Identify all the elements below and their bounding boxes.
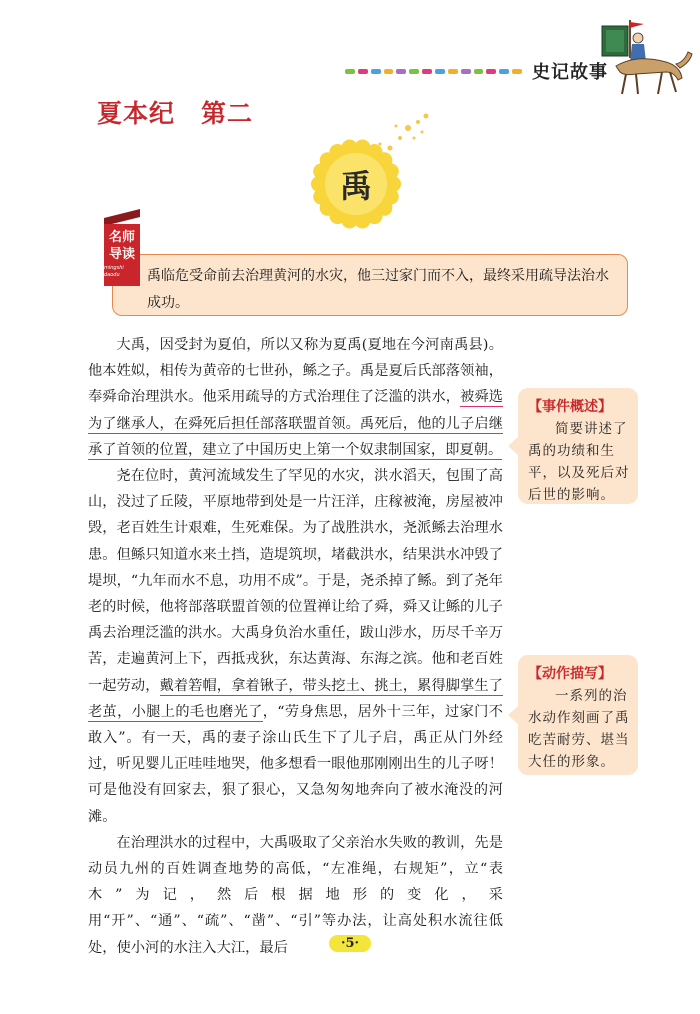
- paragraph-2: [88, 463, 503, 830]
- dash-segment: [409, 69, 419, 74]
- dash-segment: [474, 69, 484, 74]
- guide-tag-body: [104, 224, 140, 286]
- main-text: [88, 332, 503, 961]
- series-title: 史记故事: [532, 62, 608, 83]
- dash-segment: [345, 69, 355, 74]
- side-note-summary: [518, 388, 638, 504]
- paragraph-2-text-end: ，“劳身焦思，居外十三年，过家门不敢入”。有一天，禹的妻子涂山氏生下了儿子启，禹正从门外经过，听见婴儿正哇哇地哭，他多想看一眼他那刚刚出生的儿子呀！可是他没有回家去，狠了狠心，又急匆匆地奔向了被水淹没的河滩。: [88, 703, 503, 825]
- dash-segment: [371, 69, 381, 74]
- guide-text: 禹临危受命前去治理黄河的水灾，他三过家门而不入，最终采用疏导法治水成功。: [147, 268, 609, 311]
- guide-tag-pinyin: mingshi daodu: [104, 265, 124, 278]
- guide-box: [112, 254, 628, 316]
- dash-segment: [499, 69, 509, 74]
- side-note-body: 一系列的治水动作刻画了禹吃苦耐劳、堪当大任的形象。: [528, 688, 630, 770]
- dash-segment: [486, 69, 496, 74]
- chapter-title: 夏本纪 第二: [97, 99, 254, 128]
- guide-tag-line1: 名师: [108, 230, 135, 245]
- guide-tag-line2: 导读: [108, 247, 135, 262]
- dash-segment: [461, 69, 471, 74]
- dash-segment: [422, 69, 432, 74]
- page-number-label: ·5·: [329, 935, 371, 952]
- dash-segment: [358, 69, 368, 74]
- paragraph-2-underlined: 戴着箬帽，拿着锹子，带头挖土、挑土，累得脚掌生了老茧，小腿上的毛也磨光了: [88, 677, 503, 720]
- paragraph-1-underlined: 被舜选为了继承人，在舜死后担任部落联盟首领。禹死后，他的儿子启继承了首领的位置，建立了中国历史上第一个奴隶制国家，即夏朝。: [88, 389, 503, 458]
- guide-tag: [104, 218, 140, 292]
- dash-segment: [512, 69, 522, 74]
- paragraph-3: 在治理洪水的过程中，大禹吸取了父亲治水失败的教训，先是动员九州的百姓调查地势的高低，“左准绳，右规矩”，立“表木”为记，然后根据地形的变化，采用“开”、“通”、“疏”、“凿”、“引”等办法，让高处积水流往低处，使小河的水注入大江，最后: [88, 834, 503, 956]
- side-note-title: 【事件概述】: [528, 399, 612, 415]
- side-note-body: 简要讲述了禹的功绩和生平，以及死后对后世的影响。: [528, 421, 630, 503]
- paragraph-1-text: 大禹，因受封为夏伯，所以又称为夏禹(夏地在今河南禹县)。他本姓姒，相传为黄帝的七世孙，鲧之子。禹是夏后氏部落领袖，奉舜命治理洪水。他采用疏导的方式治理住了泛滥的洪水，: [88, 337, 503, 406]
- dash-segment: [396, 69, 406, 74]
- section-character: 禹: [339, 167, 372, 205]
- side-note-title: 【动作描写】: [528, 666, 612, 682]
- paragraph-1: [88, 332, 503, 463]
- dash-segment: [435, 69, 445, 74]
- dash-segment: [448, 69, 458, 74]
- header-dash-line: [345, 69, 525, 74]
- horse-rider-illustration: [596, 18, 696, 98]
- paragraph-2-text: 尧在位时，黄河流域发生了罕见的水灾，洪水滔天，包围了高山，没过了丘陵，平原地带到处是一片汪洋，庄稼被淹，房屋被冲毁，老百姓生计艰难，生死难保。为了战胜洪水，尧派鲧去治理水患。但鲧只知道水来土挡，造堤筑坝，堵截洪水，结果洪水冲毁了堤坝，“九年而水不息，功用不成”。于是，尧杀掉了鲧。到了尧年老的时候，他将部落联盟首领的位置禅让给了舜，舜又让鲧的儿子禹去治理泛滥的洪水。大禹身负治水重任，跋山涉水，历尽千辛万苦，走遍黄河上下，西抵戎狄，东达黄海、东海之滨。他和老百姓一起劳动，: [88, 468, 503, 694]
- side-note-action: [518, 655, 638, 775]
- page-number: [0, 932, 700, 952]
- dash-segment: [384, 69, 394, 74]
